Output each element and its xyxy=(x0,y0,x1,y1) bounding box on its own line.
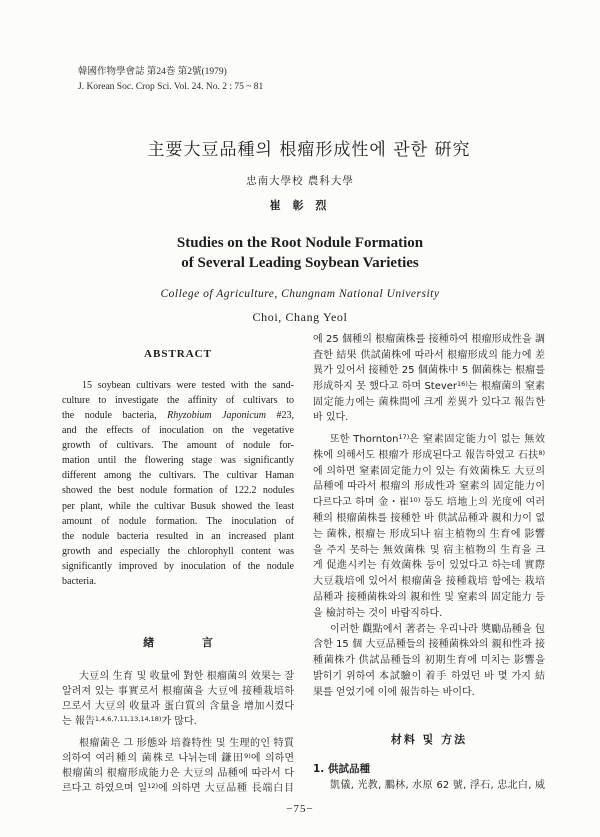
affiliation-korean: 忠南大學校 農科大學 xyxy=(246,175,354,187)
citation-superscript: 8) xyxy=(538,448,545,457)
journal-citation-korean: 韓國作物學會誌 第24巻 第2號(1979) xyxy=(78,67,227,77)
paper-title-english xyxy=(0,233,600,273)
paper-title-korean: 主要大豆品種의 根瘤形成性에 관한 硏究 xyxy=(147,140,471,160)
text-segment: 또한 Thornton xyxy=(330,434,399,446)
text-line: bacteria. xyxy=(62,576,97,588)
text-segment: the nodule bacteria, xyxy=(62,409,168,421)
text-segment: 등도 培地上의 光度에 여러 xyxy=(420,497,545,509)
abstract-body xyxy=(62,378,294,590)
text-segment: #23, xyxy=(265,409,294,421)
citation-superscript: 9) xyxy=(244,751,251,760)
text-line: 含한 15 個 大豆品種들의 接種菌株와의 親和性과 接 xyxy=(313,639,545,651)
text-line: 根瘤菌의 根瘤形成能力은 大豆의 品種에 따라서 다 xyxy=(62,767,294,779)
text-line: amount of nodule formation. The inoculation of xyxy=(62,515,294,527)
journal-citation-english: J. Korean Soc. Crop Sci. Vol. 24. No. 2 : 75 ~ 81 xyxy=(78,82,264,92)
methods-body xyxy=(313,778,545,793)
text-line: 固定能力에는 菌株間에 크게 差異가 있다고 報告한 xyxy=(313,396,545,408)
text-line: 게 促進시키는 有效菌株 등이 있었다고 하는데 實際 xyxy=(313,560,545,572)
text-line: 15 soybean cultivars were tested with the sand- xyxy=(82,379,294,391)
text-line: 査한 結果 供試菌株에 따라서 根瘤形成의 能力에 差 xyxy=(313,349,545,361)
introduction-continued xyxy=(313,332,545,426)
text-line: culture to investigate the affinity of cultivars to xyxy=(62,394,294,406)
text-line: 根瘤菌은 그 形態와 培養特性 및 生理的인 特質 xyxy=(79,737,294,749)
text-line: 는 菌株, 根瘤는 形成되나 宿主植物의 生育에 影響 xyxy=(313,528,545,540)
text-line xyxy=(62,781,294,796)
text-line: 이러한 觀點에서 著者는 우리나라 奬勵品種을 包 xyxy=(330,623,545,635)
methods-subheading: 1. 供試品種 xyxy=(313,763,370,775)
abstract-heading: ABSTRACT xyxy=(144,348,212,360)
text-line: different among the cultivars. The cultivar Haman xyxy=(62,470,294,482)
text-segment: 에 의하면 xyxy=(250,752,294,764)
text-line: growth of cultivars. The amount of nodule for- xyxy=(62,440,294,452)
citation-superscript: 12) xyxy=(147,781,159,790)
text-segment: 株에 의해서도 根瘤가 形成된다고 報告하였고 石扶 xyxy=(313,449,539,461)
text-line: showed the best nodule formation of 122.2 nodules xyxy=(62,485,294,497)
journal-header xyxy=(78,65,263,95)
text-line: 에 25 個種의 根瘤菌株를 接種하여 根瘤形成性을 調 xyxy=(313,334,545,346)
text-segment: 르다고 하였으며 일 xyxy=(62,782,148,794)
text-line xyxy=(313,379,545,395)
text-line: 大豆의 生育 및 收量에 對한 根瘤菌의 效果는 잘 xyxy=(79,670,294,682)
methods-heading: 材料 및 方法 xyxy=(390,733,468,746)
text-line: the nodule bacteria resulted in an increased plant xyxy=(62,530,294,542)
citation-superscript: 1,4,6,7,11,13,14,18) xyxy=(94,714,162,723)
paper-title-english-line: Studies on the Root Nodule Formation xyxy=(176,235,424,251)
text-line: significantly improved by inoculation of the nodule xyxy=(62,561,294,573)
text-line xyxy=(62,714,294,729)
text-line xyxy=(62,408,294,423)
text-line: 알려져 있는 事實로서 根瘤菌을 大豆에 接種栽培하 xyxy=(62,685,294,697)
text-line: 大豆栽培에 있어서 根瘤菌을 接種栽培 함에는 栽培 xyxy=(313,576,545,588)
text-segment: 은 窒素固定能力이 없는 無效 xyxy=(409,434,545,446)
text-line xyxy=(313,432,545,448)
text-line xyxy=(313,448,545,464)
text-line: 므로서 大豆의 收量과 蛋白質의 含量을 增加시켰다 xyxy=(62,700,294,712)
text-line: 바 있다. xyxy=(313,412,349,424)
text-line: 을 주지 못하는 無效菌株 및 宿主植物의 生育을 크 xyxy=(313,544,545,556)
text-line: and the effects of inoculation on the vegetative xyxy=(62,424,294,436)
affiliation-english: College of Agriculture, Chungnam National University xyxy=(160,288,440,300)
text-segment: 形成하지 못 했다고 하며 Stever xyxy=(313,380,458,392)
text-segment: 는 根瘤菌의 窒素 xyxy=(467,380,545,392)
text-line: 果를 얻었기에 이에 報告하는 바이다. xyxy=(313,686,475,698)
citation-superscript: 10) xyxy=(409,496,421,505)
species-name: Rhyzobium Japonicum xyxy=(167,409,266,421)
text-segment: 다르다고 하며 金・崔 xyxy=(313,497,410,509)
text-line: 凱儀, 光教, 鵬林, 水原 62 號, 浮石, 忠北白, 威 xyxy=(330,779,545,791)
introduction-paragraphs xyxy=(313,432,545,701)
text-line: 品種에 따라서 根瘤의 形成性과 窒素의 固定能力이 xyxy=(313,481,545,493)
citation-superscript: 16) xyxy=(457,379,468,388)
text-line: 品種과 接種菌株와의 親和性 및 窒素의 固定能力 등 xyxy=(313,592,545,604)
page-number: −75− xyxy=(286,803,314,815)
text-line: per plant, while the cultivar Busuk showed the least xyxy=(62,500,294,512)
text-line: 種의 根瘤菌株를 接種한 바 供試品種과 親和力이 없 xyxy=(313,513,545,525)
text-segment: 는 報告 xyxy=(62,715,95,727)
text-line: 을 檢討하는 것이 바람직하다. xyxy=(313,607,443,619)
citation-superscript: 17) xyxy=(398,433,410,442)
text-line: 種菌株가 供試品種들의 初期生育에 미치는 影響을 xyxy=(313,655,545,667)
text-line: 밝히기 위하여 本試驗이 着手 하였던 바 몇 가지 結 xyxy=(313,671,545,683)
text-segment: 의하여 여러種의 菌株로 나뉘는데 鎌田 xyxy=(62,752,245,764)
text-line: 異가 있어서 接種한 25 個菌株中 5 個菌株는 根瘤를 xyxy=(313,365,545,377)
paper-title-english-line: of Several Leading Soybean Varieties xyxy=(181,255,419,271)
introduction-body xyxy=(62,669,294,796)
text-line: growth and especially the chlorophyll content was xyxy=(62,546,294,558)
introduction-heading: 緖 言 xyxy=(143,636,213,649)
author-korean: 崔 彰 烈 xyxy=(269,199,331,212)
text-segment: 에 의하면 大豆品種 長端白目 xyxy=(158,782,294,794)
text-segment: 가 많다. xyxy=(161,715,197,727)
text-line: 에 의하면 窒素固定能力이 있는 有效菌株도 大豆의 xyxy=(313,465,545,477)
text-line: mation until the flowering stage was significantly xyxy=(62,455,294,467)
author-english: Choi, Chang Yeol xyxy=(252,310,348,324)
text-line xyxy=(313,495,545,511)
text-line xyxy=(62,751,294,766)
